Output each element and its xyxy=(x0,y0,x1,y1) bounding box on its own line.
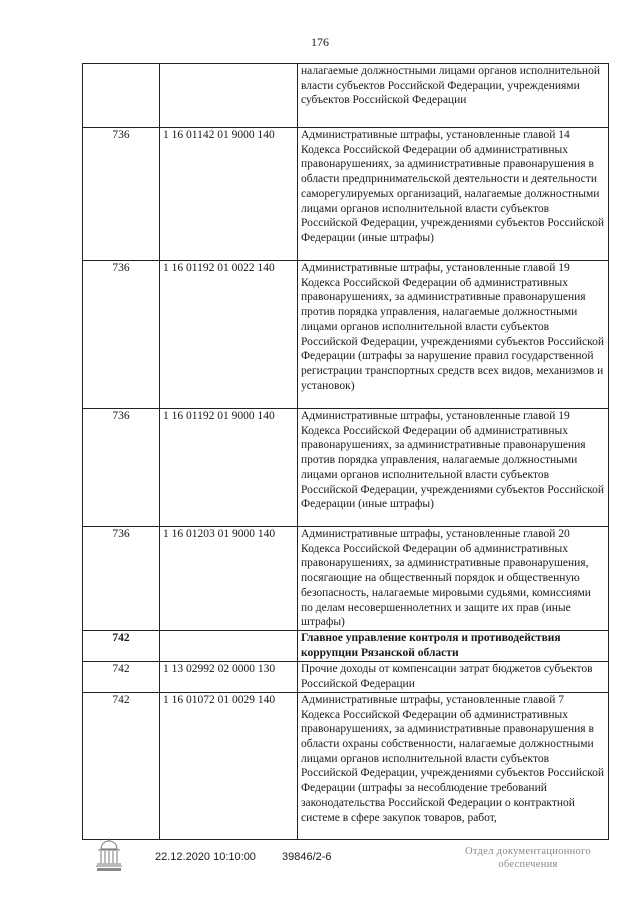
admin-code-cell: 742 xyxy=(83,661,160,692)
description-cell: Административные штрафы, установленные главой 14 Кодекса Российской Федерации об административных правонарушениях, за административные правонарушения в области предпринимательской деятельности и деятельности саморегулируемых организаций, налагаемые должностными лицами органов исполнительной власти субъектов Российской Федерации, учреждениями субъектов Российской Федерации (иные штрафы) xyxy=(298,128,609,261)
description-cell: Административные штрафы, установленные главой 19 Кодекса Российской Федерации об административных правонарушениях, за административные правонарушения против порядка управления, налагаемые должностными лицами органов исполнительной власти субъектов Российской Федерации, учреждениями субъектов Российской Федерации (иные штрафы) xyxy=(298,409,609,527)
footer-doc-number: 39846/2-6 xyxy=(282,851,332,863)
kbk-table xyxy=(82,63,609,840)
kbk-cell: 1 16 01142 01 9000 140 xyxy=(160,128,298,261)
kbk-cell: 1 16 01072 01 0029 140 xyxy=(160,692,298,839)
footer-datetime: 22.12.2020 10:10:00 xyxy=(155,851,256,863)
description-cell: Прочие доходы от компенсации затрат бюджетов субъектов Российской Федерации xyxy=(298,661,609,692)
footer-department: Отдел документационного обеспечения xyxy=(464,846,592,870)
kbk-cell: 1 16 01192 01 9000 140 xyxy=(160,409,298,527)
admin-code-cell: 742 xyxy=(83,630,160,661)
kbk-cell: 1 16 01192 01 0022 140 xyxy=(160,261,298,409)
page-footer xyxy=(0,848,640,888)
admin-code-cell: 736 xyxy=(83,128,160,261)
table-row xyxy=(83,630,609,661)
description-cell: Административные штрафы, установленные главой 7 Кодекса Российской Федерации об административных правонарушениях, за административные правонарушения в области охраны собственности, налагаемые должностными лицами органов исполнительной власти субъектов Российской Федерации, учреждениями субъектов Российской Федерации (штрафы за несоблюдение требований законодательства Российской Федерации о контрактной системе в сфере закупок товаров, работ, xyxy=(298,692,609,839)
admin-code-cell: 736 xyxy=(83,527,160,631)
table-row xyxy=(83,409,609,527)
description-cell: налагаемые должностными лицами органов исполнительной власти субъектов Российской Федерации, учреждениями субъектов Российской Федерации xyxy=(298,64,609,128)
kbk-cell: 1 16 01203 01 9000 140 xyxy=(160,527,298,631)
kbk-cell xyxy=(160,64,298,128)
kbk-cell: 1 13 02992 02 0000 130 xyxy=(160,661,298,692)
admin-code-cell xyxy=(83,64,160,128)
table-row xyxy=(83,692,609,839)
page-number: 176 xyxy=(311,35,329,49)
table-row xyxy=(83,261,609,409)
admin-code-cell: 742 xyxy=(83,692,160,839)
table-row xyxy=(83,661,609,692)
section-title-cell: Главное управление контроля и противодействия коррупции Рязанской области xyxy=(298,630,609,661)
description-cell: Административные штрафы, установленные главой 20 Кодекса Российской Федерации об административных правонарушениях, за административные правонарушения, посягающие на общественный порядок и общественную безопасность, налагаемые мировыми судьями, комиссиями по делам несовершеннолетних и защите их прав (иные штрафы) xyxy=(298,527,609,631)
building-stamp-icon xyxy=(93,838,125,872)
admin-code-cell: 736 xyxy=(83,409,160,527)
table-row xyxy=(83,527,609,631)
description-cell: Административные штрафы, установленные главой 19 Кодекса Российской Федерации об административных правонарушениях, за административные правонарушения против порядка управления, налагаемые должностными лицами органов исполнительной власти субъектов Российской Федерации, учреждениями субъектов Российской Федерации (штрафы за нарушение правил государственной регистрации транспортных средств всех видов, механизмов и установок) xyxy=(298,261,609,409)
kbk-cell xyxy=(160,630,298,661)
table-row xyxy=(83,128,609,261)
admin-code-cell: 736 xyxy=(83,261,160,409)
table-row xyxy=(83,64,609,128)
